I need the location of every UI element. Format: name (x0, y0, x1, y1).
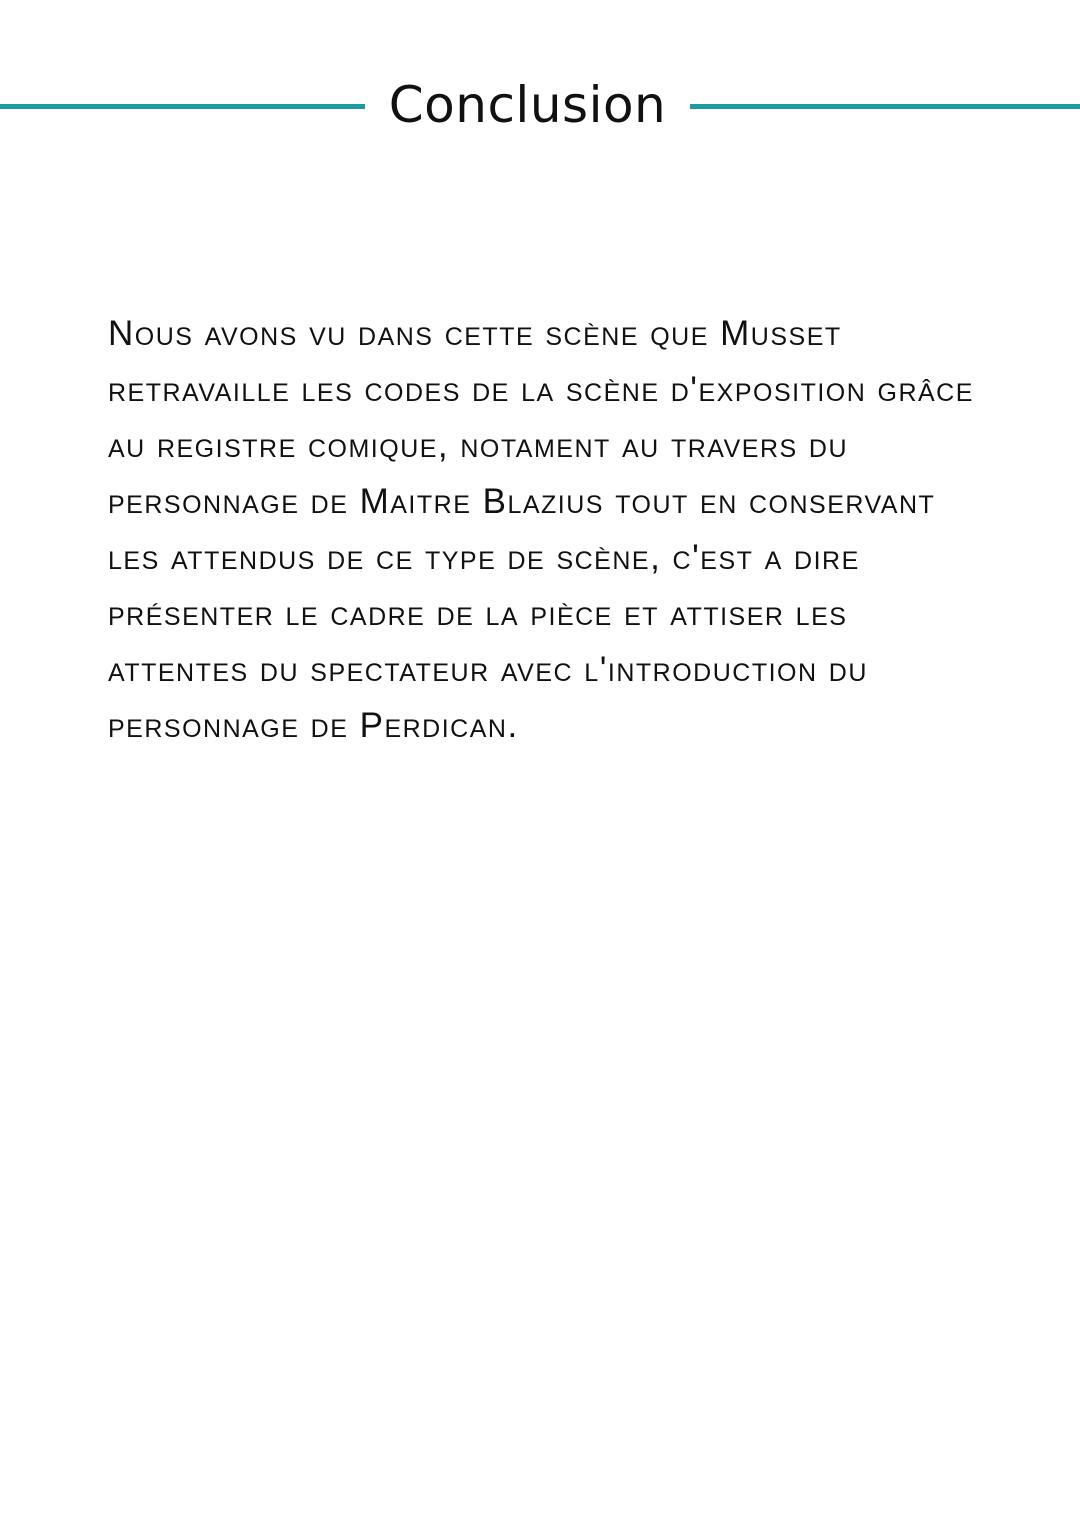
paragraph-line: attentes du spectateur avec l'introduction du (108, 650, 868, 689)
page-title: Conclusion (388, 76, 667, 134)
paragraph-line: retravaille les codes de la scène d'exposition grâce (108, 370, 974, 409)
paragraph-line: présenter le cadre de la pièce et attiser les (108, 594, 848, 633)
paragraph-line: au registre comique, notament au travers du (108, 426, 849, 465)
conclusion-paragraph (108, 306, 998, 754)
paragraph-line: Nous avons vu dans cette scène que Musset (108, 314, 842, 353)
header-rule-left (0, 104, 365, 109)
paragraph-line: personnage de Perdican. (108, 706, 519, 745)
paragraph-line: les attendus de ce type de scène, c'est a dire (108, 538, 860, 577)
header-rule-right (690, 104, 1080, 109)
paragraph-line: personnage de Maitre Blazius tout en conservant (108, 482, 936, 521)
